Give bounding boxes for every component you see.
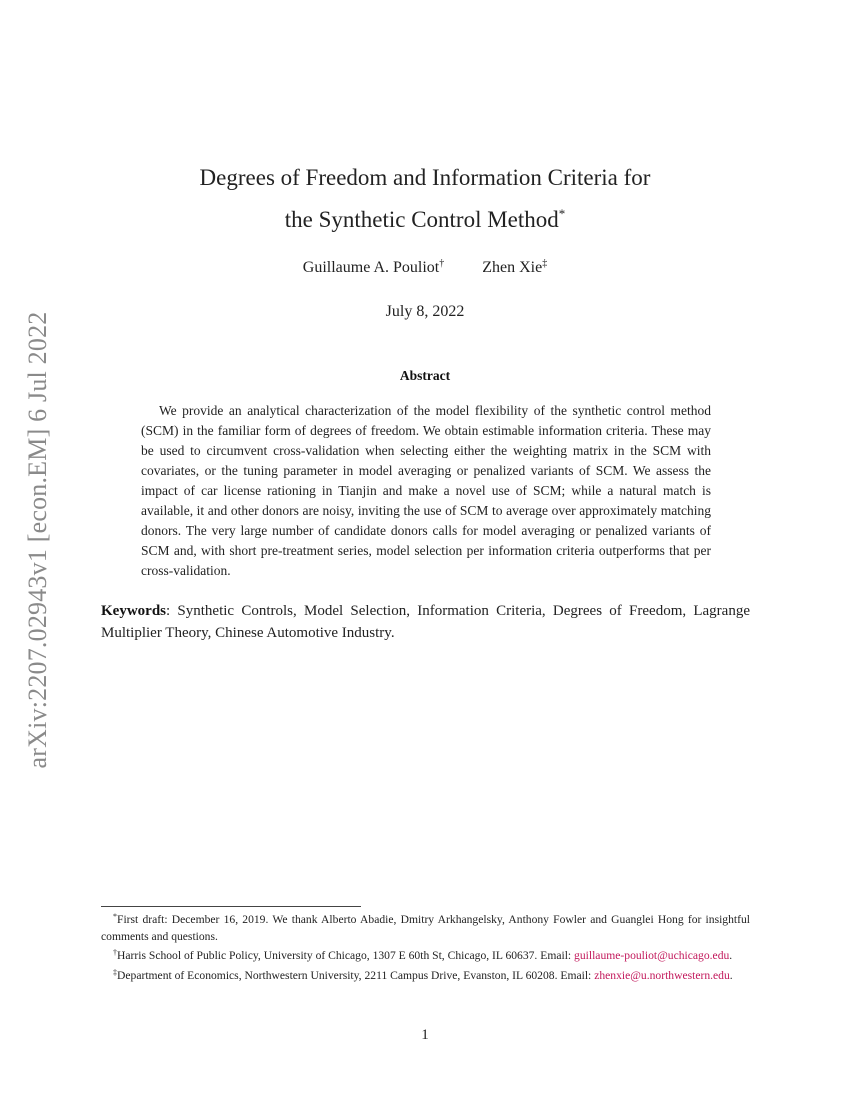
author (482, 258, 547, 277)
footnote (101, 965, 750, 985)
footnote-mark: † (113, 948, 117, 957)
footnote-text: Harris School of Public Policy, University of Chicago, 1307 E 60th St, Chicago, IL 60637. Email: (117, 949, 575, 962)
author (303, 258, 444, 277)
author-name: Guillaume A. Pouliot (302, 259, 440, 276)
author-footnote-mark[interactable]: ‡ (542, 258, 548, 269)
footnote-divider (101, 906, 361, 907)
paper-date: July 8, 2022 (385, 303, 465, 320)
abstract-body: We provide an analytical characterization of the model flexibility of the synthetic control method (SCM) in the familiar form of degrees of freedom. We obtain estimable information criteria. These may be used to circumvent cross-validation when selecting either the weighting matrix in the SCM with covariates, or the tuning parameter in model averaging or penalized variants of SCM. We assess the impact of car license rationing in Tianjin and make a novel use of SCM; while a natural match is available, it and other donors are noisy, inviting the use of SCM to average over approximately matching donors. The very large number of candidate donors calls for model averaging or penalized variants of SCM and, with short pre-treatment series, model selection per information criteria outperforms that per cross-validation. (141, 403, 711, 578)
page-number: 1 (421, 1027, 429, 1043)
author-name: Zhen Xie (482, 259, 543, 276)
author-footnote-mark[interactable]: † (439, 258, 445, 269)
arxiv-identifier-stamp (18, 290, 58, 790)
title-footnote-mark[interactable]: * (558, 206, 566, 221)
keywords-text: : Synthetic Controls, Model Selection, Information Criteria, Degrees of Freedom, Lagrange Multiplier Theory, Chinese Automotive Industry. (101, 603, 750, 641)
author-list (100, 258, 750, 277)
footnote-tail: . (729, 968, 733, 982)
footnotes (101, 909, 750, 984)
paper-title (100, 160, 750, 238)
arxiv-stamp-text: arXiv:2207.02943v1 [econ.EM] 6 Jul 2022 (23, 311, 52, 769)
keywords-label: Keywords (101, 603, 166, 619)
title-line-2 (100, 196, 750, 238)
footnote-tail: . (729, 949, 733, 962)
email-link[interactable]: guillaume-pouliot@uchicago.edu (574, 949, 730, 962)
email-link[interactable]: zhenxie@u.northwestern.edu (594, 968, 730, 982)
footnote-text: First draft: December 16, 2019. We thank Alberto Abadie, Dmitry Arkhangelsky, Anthony Fowler and Guanglei Hong for insightful comments and questions. (101, 913, 750, 943)
footnote-mark: ‡ (113, 967, 117, 977)
keywords-section (101, 600, 750, 644)
title-line-1: Degrees of Freedom and Information Criteria for (199, 165, 651, 190)
footnote-mark: * (113, 912, 117, 921)
abstract-heading: Abstract (399, 368, 451, 383)
footnote-text: Department of Economics, Northwestern University, 2211 Campus Drive, Evanston, IL 60208. Email: (117, 968, 595, 982)
footnote (101, 945, 750, 965)
footnote (101, 909, 750, 945)
title-line-2-text: the Synthetic Control Method (284, 207, 559, 232)
